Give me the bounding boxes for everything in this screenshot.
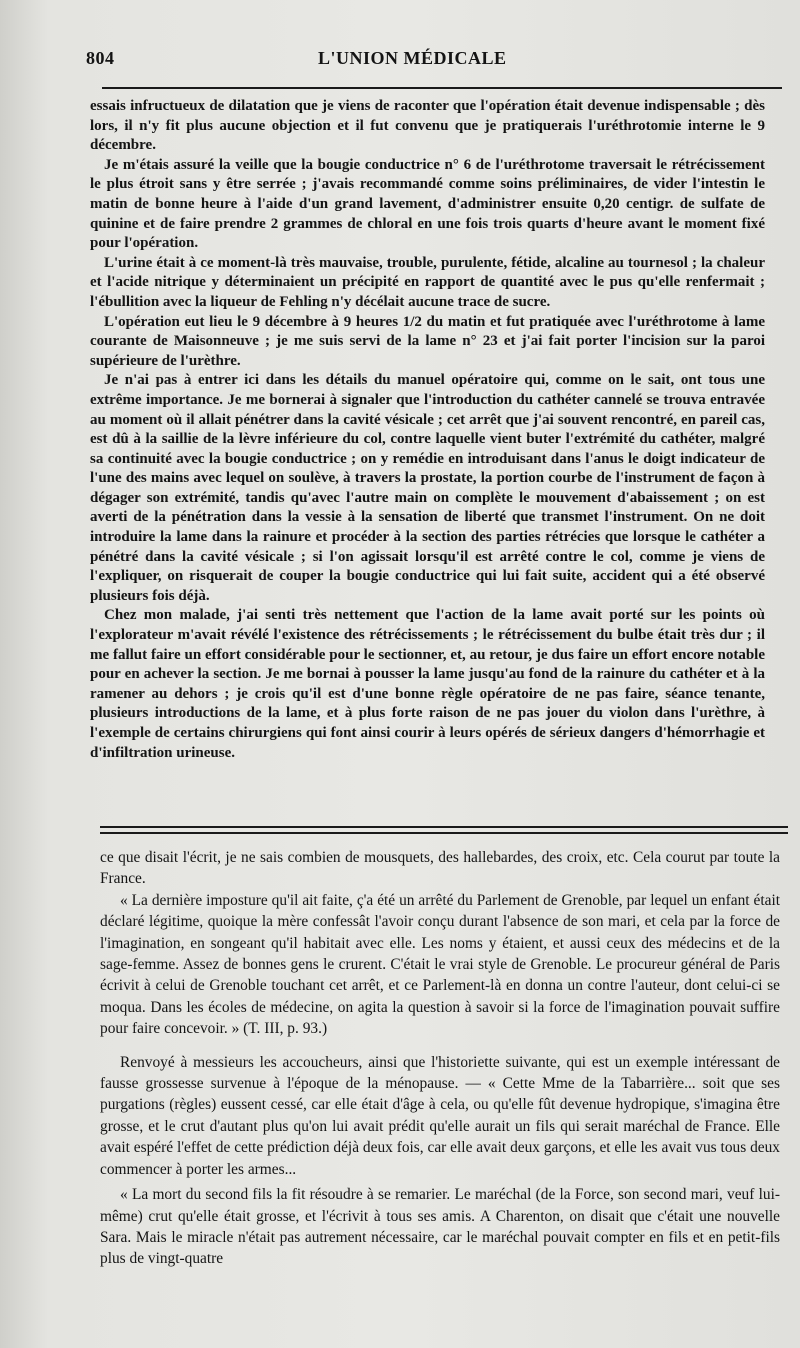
feuilleton-paragraph: « La dernière imposture qu'il ait faite, ç'a été un arrêté du Parlement de Grenoble, par lequel un enfant était déclaré légitime, quoique la mère confessât l'avoir conçu durant l'absence de son mari, et cela par la force de l'imagination, en songeant qu'il habitait avec elle. Les noms y étaient, et aussi ceux des médecins et de la sage-femme. Assez de bonnes gens le crurent. C'était le vrai style de Grenoble. Le procureur général de Paris écrivit à celui de Grenoble touchant cet arrêt, et ce Parlement-là en donna un contre l'auteur, dont celui-ci se moqua. Dans les écoles de médecine, on agita la question à savoir si la force de l'imagination pouvait suffire pour faire concevoir. » (T. III, p. 93.) (100, 891, 780, 1038)
feuilleton-paragraph: ce que disait l'écrit, je ne sais combien de mousquets, des hallebardes, des croix, etc. Cela courut par toute la France. (100, 849, 780, 888)
feuilleton-body (100, 847, 780, 1270)
feuilleton-separator-bottom (100, 832, 788, 834)
article-paragraph: L'urine était à ce moment-là très mauvaise, trouble, purulente, fétide, alcaline au tournesol ; la chaleur et l'acide nitrique y déterminaient un précipité en rapport de quantité avec le pus qu'elle renfermait ; l'ébullition avec la liqueur de Fehling n'y décélait aucune trace de sucre. (90, 254, 765, 310)
header-rule (102, 87, 782, 89)
article-paragraph: Je n'ai pas à entrer ici dans les détails du manuel opératoire qui, comme on le sait, ont tous une extrême importance. Je me bornerai à signaler que l'introduction du cathéter cannelé se trouva entravée au moment où il allait pénétrer dans la cavité vésicale ; cet arrêt que j'ai souvent rencontré, en pareil cas, est dû à la saillie de la lèvre inférieure du col, contre laquelle vient buter l'extrémité du cathéter, malgré sa continuité avec la bougie conductrice ; on y remédie en introduisant dans l'anus le doigt indicateur de l'une des mains avec lequel on soulève, à travers la prostate, la portion courbe de l'instrument de façon à dégager son extrémité, tandis qu'avec l'autre main on complète le mouvement d'abaissement ; on est averti de la pénétration dans la vessie à la sensation de liberté que transmet l'instrument. On ne doit introduire la lame dans la rainure et procéder à la section des parties rétrécies que lorsque le cathéter a pénétré dans la cavité vésicale ; si l'on agissait lorsqu'il est arrêté contre le col, comme je viens de l'expliquer, on risquerait de couper la bougie conductrice qui lui fait suite, accident qui a été observé plusieurs fois déjà. (90, 372, 765, 604)
journal-title: L'UNION MÉDICALE (318, 48, 507, 68)
article-paragraph: essais infructueux de dilatation que je viens de raconter que l'opération était devenue indispensable ; dès lors, il n'y fit plus aucune objection et il fut convenu que je pratiquerais l'uréthrotomie interne le 9 décembre. (90, 98, 765, 154)
article-paragraph: L'opération eut lieu le 9 décembre à 9 heures 1/2 du matin et fut pratiquée avec l'uréthrotome à lame courante de Maisonneuve ; je me suis servi de la lame n° 23 et j'ai fait porter l'incision sur la paroi supérieure de l'urèthre. (90, 313, 765, 369)
article-paragraph: Je m'étais assuré la veille que la bougie conductrice n° 6 de l'uréthrotome traversait le rétrécissement le plus étroit sans y être serrée ; j'avais recommandé comme soins préliminaires, de vider l'intestin le matin de bonne heure à l'aide d'un grand lavement, d'administrer ensuite 0,20 centigr. de sulfate de quinine et de faire prendre 2 grammes de chloral en une fois trois quarts d'heure avant le moment fixé pour l'opération. (90, 156, 765, 252)
page-number: 804 (86, 48, 115, 68)
article-paragraph: Chez mon malade, j'ai senti très nettement que l'action de la lame avait porté sur les points où l'explorateur m'avait révélé l'existence des rétrécissements ; le rétrécissement du bulbe était très dur ; il me fallut faire un effort considérable pour le sectionner, et, au retour, je dus faire un effort encore notable pour en achever la section. Je me bornai à pousser la lame jusqu'au fond de la rainure du cathéter et à la ramener au dehors ; je crois qu'il est d'une bonne règle opératoire de ne pas faire, séance tenante, plusieurs introductions de la lame, et à plus forte raison de ne pas jouer du violon dans l'urèthre, à l'exemple de certains chirurgiens qui font ainsi courir à leurs opérés de sérieux dangers d'hémorrhagie et d'infiltration urineuse. (90, 607, 765, 761)
feuilleton-paragraph: « La mort du second fils la fit résoudre à se remarier. Le maréchal (de la Force, son second mari, veuf lui-même) crut qu'elle était grosse, et l'écrivit à tous ses amis. A Charenton, on disait que c'était une nouvelle Sara. Mais le miracle n'était pas autrement nécessaire, car le maréchal pouvait compter en fils et en petit-fils plus de vingt-quatre (100, 1186, 780, 1268)
feuilleton-separator-top (100, 826, 788, 828)
feuilleton-paragraph: Renvoyé à messieurs les accoucheurs, ainsi que l'historiette suivante, qui est un exemple intéressant de fausse grossesse survenue à l'époque de la ménopause. — « Cette Mme de la Tabarrière... soit que ses purgations (règles) eussent cessé, car elle était d'âge à cela, ou qu'elle fût devenue hydropique, s'imagina être grosse, et le crut d'autant plus qu'on lui avait prédit qu'elle aurait un fils qui serait maréchal de France. Elle avait espéré l'effet de cette prédiction déjà deux fois, car elle avait deux garçons, et elle les avait vus tous deux commencer à porter les armes... (100, 1053, 780, 1178)
article-body (90, 97, 765, 763)
running-head (86, 48, 760, 74)
